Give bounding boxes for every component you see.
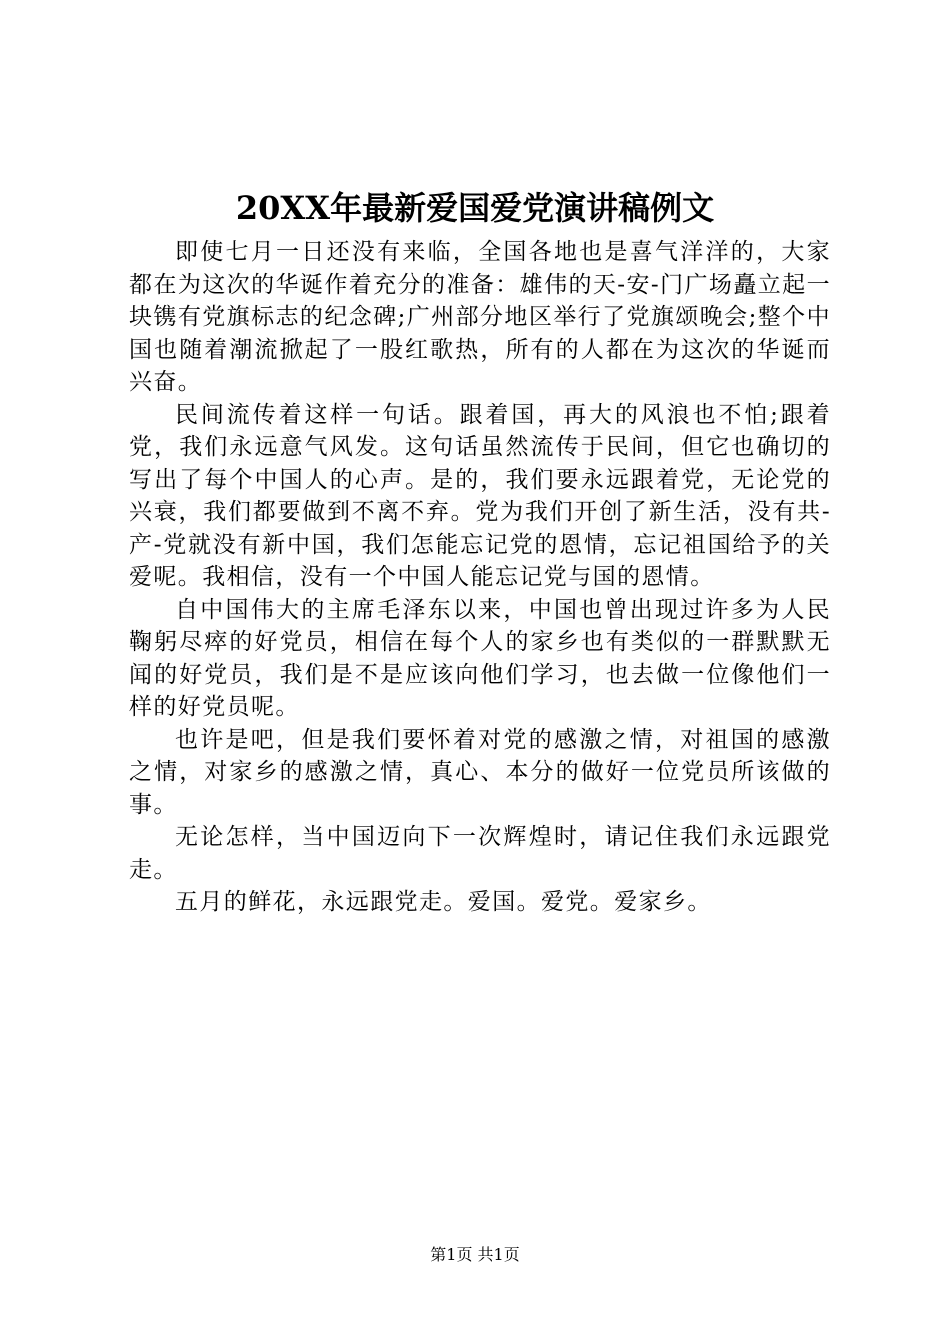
document-body: [129, 236, 831, 919]
paragraph-6: 五月的鲜花，永远跟党走。爱国。爱党。爱家乡。: [175, 889, 712, 915]
paragraph-4: 也许是吧，但是我们要怀着对党的感激之情，对祖国的感激之情，对家乡的感激之情，真心、本分的做好一位党员所该做的事。: [129, 726, 831, 818]
paragraph-1: 即使七月一日还没有来临，全国各地也是喜气洋洋的，大家都在为这次的华诞作着充分的准备：雄伟的天-安-门广场矗立起一块镌有党旗标志的纪念碑;广州部分地区举行了党旗颂晚会;整个中国也随着潮流掀起了一股红歌热，所有的人都在为这次的华诞而兴奋。: [129, 239, 831, 395]
paragraph-2: 民间流传着这样一句话。跟着国，再大的风浪也不怕;跟着党，我们永远意气风发。这句话虽然流传于民间，但它也确切的写出了每个中国人的心声。是的，我们要永远跟着党，无论党的兴衰，我们都要做到不离不弃。党为我们开创了新生活，没有共-产-党就没有新中国，我们怎能忘记党的恩情，忘记祖国给予的关爱呢。我相信，没有一个中国人能忘记党与国的恩情。: [129, 401, 831, 590]
page-footer: 第1页 共1页: [430, 1245, 520, 1264]
paragraph-5: 无论怎样，当中国迈向下一次辉煌时，请记住我们永远跟党走。: [129, 824, 831, 883]
document-title: 20XX年最新爱国爱党演讲稿例文: [235, 189, 715, 227]
paragraph-3: 自中国伟大的主席毛泽东以来，中国也曾出现过许多为人民鞠躬尽瘁的好党员，相信在每个人的家乡也有类似的一群默默无闻的好党员，我们是不是应该向他们学习，也去做一位像他们一样的好党员呢。: [129, 596, 831, 720]
